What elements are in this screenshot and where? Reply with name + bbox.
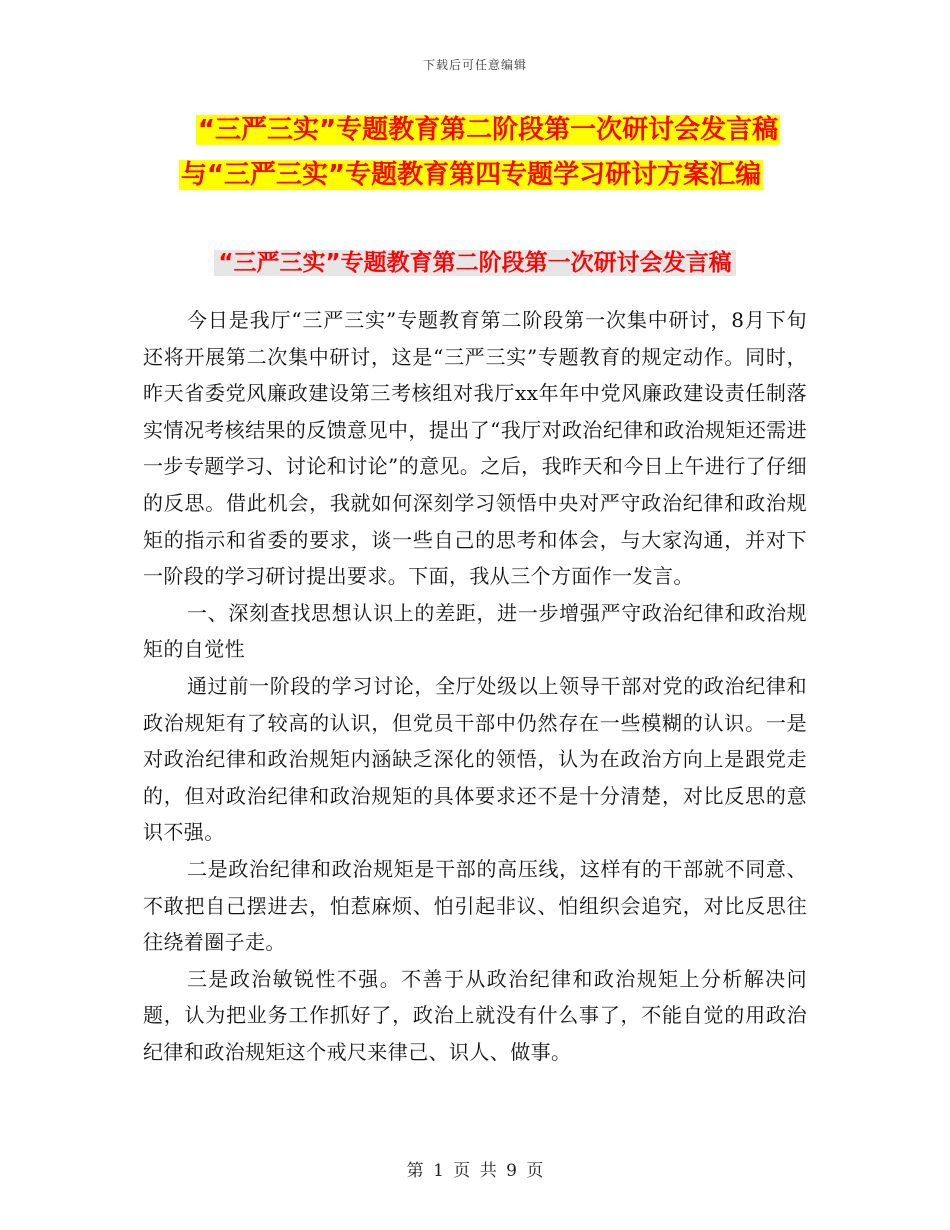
document-title-line-2-text: 与“三严三实”专题教育第四专题学习研讨方案汇编 bbox=[180, 160, 762, 190]
paragraph: 三是政治敏锐性不强。不善于从政治纪律和政治规矩上分析解决问题，认为把业务工作抓好了，政治上就没有什么事了，不能自觉的用政治纪律和政治规矩这个戒尺来律己、识人、做事。 bbox=[143, 966, 807, 1064]
document-title-line-2 bbox=[0, 157, 950, 193]
section-title bbox=[0, 246, 950, 280]
header-note: 下载后可任意编辑 bbox=[422, 58, 527, 72]
page-number: 第 1 页 共 9 页 bbox=[406, 1161, 544, 1181]
document-title-line-1-text: “三严三实”专题教育第二阶段第一次研讨会发言稿 bbox=[197, 115, 779, 145]
paragraph-heading: 一、深刻查找思想认识上的差距，进一步增强严守政治纪律和政治规矩的自觉性 bbox=[143, 600, 807, 662]
body-text bbox=[143, 302, 807, 1070]
paragraph: 通过前一阶段的学习讨论，全厅处级以上领导干部对党的政治纪律和政治规矩有了较高的认识，但党员干部中仍然存在一些模糊的认识。一是对政治纪律和政治规矩内涵缺乏深化的领悟，认为在政治方向上是跟党走的，但对政治纪律和政治规矩的具体要求还不是十分清楚，对比反思的意识不强。 bbox=[143, 673, 807, 845]
section-title-text: “三严三实”专题教育第二阶段第一次研讨会发言稿 bbox=[214, 250, 735, 276]
paragraph: 今日是我厅“三严三实”专题教育第二阶段第一次集中研讨，8月下旬还将开展第二次集中研讨，这是“三严三实”专题教育的规定动作。同时，昨天省委党风廉政建设第三考核组对我厅xx年年中党风廉政建设责任制落实情况考核结果的反馈意见中，提出了“我厅对政治纪律和政治规矩还需进一步专题学习、讨论和讨论”的意见。之后，我昨天和今日上午进行了仔细的反思。借此机会，我就如何深刻学习领悟中央对严守政治纪律和政治规矩的指示和省委的要求，谈一些自己的思考和体会，与大家沟通，并对下一阶段的学习研讨提出要求。下面，我从三个方面作一发言。 bbox=[143, 308, 807, 589]
document-title-line-1 bbox=[0, 112, 950, 148]
paragraph: 二是政治纪律和政治规矩是干部的高压线，这样有的干部就不同意、不敢把自己摆进去，怕惹麻烦、怕引起非议、怕组织会追究，对比反思往往绕着圈子走。 bbox=[143, 856, 807, 955]
